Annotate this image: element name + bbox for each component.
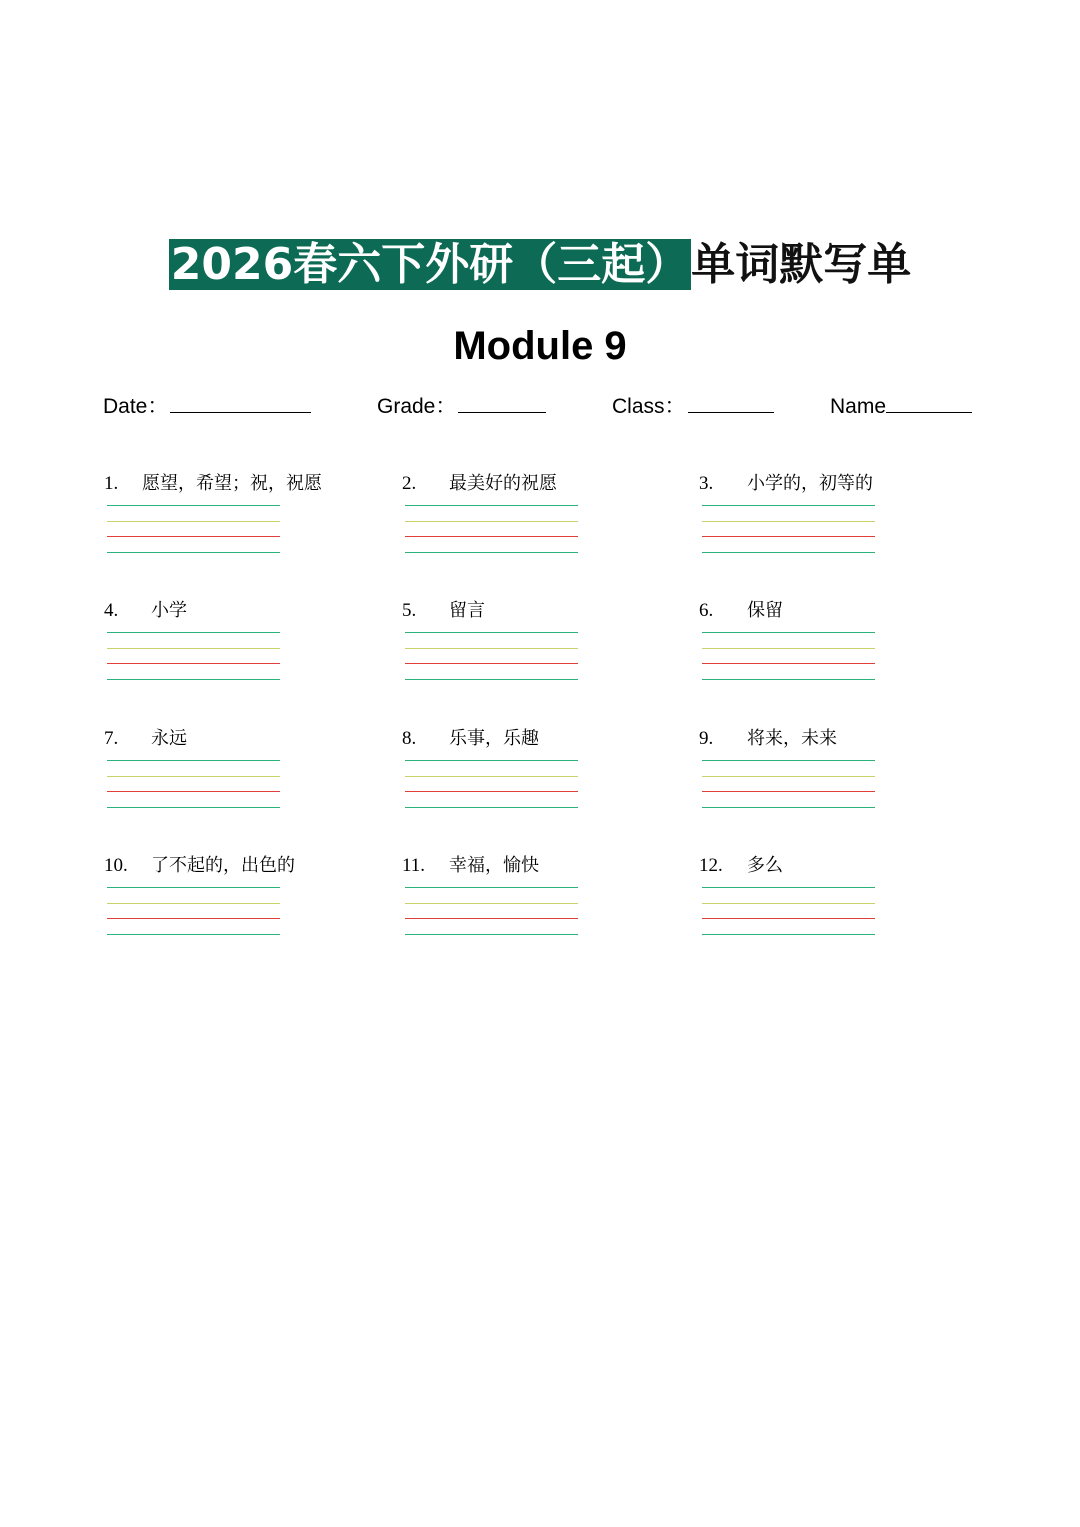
class-field xyxy=(612,392,774,421)
writing-lines[interactable] xyxy=(405,887,578,937)
writing-line xyxy=(702,536,875,537)
writing-line xyxy=(107,934,280,935)
writing-line xyxy=(107,776,280,777)
vocab-item-1 xyxy=(104,471,394,581)
writing-line xyxy=(702,807,875,808)
writing-lines[interactable] xyxy=(405,760,578,810)
vocab-item-5 xyxy=(402,598,692,708)
vocab-item-3 xyxy=(699,471,989,581)
worksheet-title xyxy=(0,236,1080,294)
writing-line xyxy=(405,521,578,522)
writing-line xyxy=(702,663,875,664)
writing-line xyxy=(107,505,280,506)
vocab-item-4 xyxy=(104,598,394,708)
item-number: 3. xyxy=(699,473,714,494)
writing-line xyxy=(107,648,280,649)
writing-line xyxy=(107,536,280,537)
vocab-item-7 xyxy=(104,726,394,836)
item-prompt: 永远 xyxy=(151,728,187,749)
writing-line xyxy=(702,552,875,553)
item-prompt: 了不起的，出色的 xyxy=(151,855,295,876)
vocab-item-2 xyxy=(402,471,692,581)
writing-line xyxy=(107,918,280,919)
writing-line xyxy=(702,679,875,680)
writing-line xyxy=(702,791,875,792)
writing-line xyxy=(107,760,280,761)
writing-lines[interactable] xyxy=(107,760,280,810)
writing-line xyxy=(107,632,280,633)
item-number: 5. xyxy=(402,600,417,621)
item-prompt: 将来，未来 xyxy=(747,728,837,749)
item-number: 12. xyxy=(699,855,723,876)
writing-line xyxy=(107,552,280,553)
writing-line xyxy=(405,648,578,649)
writing-line xyxy=(405,536,578,537)
writing-line xyxy=(405,903,578,904)
class-label: Class： xyxy=(612,395,686,418)
writing-line xyxy=(405,552,578,553)
writing-line xyxy=(405,791,578,792)
writing-lines[interactable] xyxy=(405,632,578,682)
writing-line xyxy=(702,632,875,633)
vocab-item-9 xyxy=(699,726,989,836)
writing-line xyxy=(702,903,875,904)
item-number: 11. xyxy=(402,855,426,876)
grade-label: Grade： xyxy=(377,395,457,418)
item-prompt: 保留 xyxy=(747,600,783,621)
writing-lines[interactable] xyxy=(107,887,280,937)
item-number: 8. xyxy=(402,728,417,749)
item-number: 6. xyxy=(699,600,714,621)
writing-line xyxy=(107,807,280,808)
writing-line xyxy=(405,760,578,761)
writing-line xyxy=(107,791,280,792)
writing-line xyxy=(405,663,578,664)
item-number: 4. xyxy=(104,600,119,621)
item-number: 9. xyxy=(699,728,714,749)
vocab-item-10 xyxy=(104,853,394,963)
writing-line xyxy=(107,521,280,522)
title-suffix: 单词默写单 xyxy=(691,239,912,290)
grade-blank[interactable] xyxy=(458,392,546,413)
vocab-item-11 xyxy=(402,853,692,963)
name-label: Name xyxy=(830,395,887,418)
date-field xyxy=(103,392,311,421)
item-prompt: 乐事，乐趣 xyxy=(449,728,539,749)
writing-line xyxy=(405,776,578,777)
item-number: 2. xyxy=(402,473,417,494)
vocab-item-12 xyxy=(699,853,989,963)
writing-line xyxy=(405,887,578,888)
vocab-item-8 xyxy=(402,726,692,836)
writing-lines[interactable] xyxy=(405,505,578,555)
writing-lines[interactable] xyxy=(107,632,280,682)
writing-line xyxy=(702,760,875,761)
item-prompt: 留言 xyxy=(449,600,485,621)
writing-line xyxy=(405,918,578,919)
item-prompt: 小学的，初等的 xyxy=(747,473,873,494)
item-number: 7. xyxy=(104,728,119,749)
writing-line xyxy=(702,934,875,935)
date-blank[interactable] xyxy=(170,392,311,413)
grade-field xyxy=(377,392,546,421)
writing-line xyxy=(702,918,875,919)
item-number: 10. xyxy=(104,855,128,876)
title-highlight: 2026春六下外研（三起） xyxy=(170,239,690,290)
writing-line xyxy=(702,776,875,777)
item-prompt: 愿望，希望；祝，祝愿 xyxy=(142,473,322,494)
writing-line xyxy=(107,887,280,888)
writing-lines[interactable] xyxy=(107,505,280,555)
writing-line xyxy=(107,903,280,904)
module-heading: Module 9 xyxy=(453,324,627,368)
writing-lines[interactable] xyxy=(702,760,875,810)
writing-line xyxy=(702,887,875,888)
name-field xyxy=(830,392,972,421)
writing-line xyxy=(405,632,578,633)
writing-line xyxy=(405,679,578,680)
writing-line xyxy=(702,505,875,506)
item-prompt: 幸福，愉快 xyxy=(449,855,539,876)
date-label: Date： xyxy=(103,395,169,418)
writing-lines[interactable] xyxy=(702,505,875,555)
name-blank[interactable] xyxy=(886,392,972,413)
item-prompt: 多么 xyxy=(747,855,783,876)
writing-line xyxy=(405,934,578,935)
writing-line xyxy=(107,663,280,664)
writing-line xyxy=(702,648,875,649)
vocab-item-6 xyxy=(699,598,989,708)
writing-line xyxy=(405,807,578,808)
item-number: 1. xyxy=(104,473,119,494)
item-prompt: 最美好的祝愿 xyxy=(449,473,557,494)
writing-line xyxy=(405,505,578,506)
writing-line xyxy=(107,679,280,680)
writing-line xyxy=(702,521,875,522)
item-prompt: 小学 xyxy=(151,600,187,621)
writing-lines[interactable] xyxy=(702,887,875,937)
class-blank[interactable] xyxy=(688,392,774,413)
writing-lines[interactable] xyxy=(702,632,875,682)
